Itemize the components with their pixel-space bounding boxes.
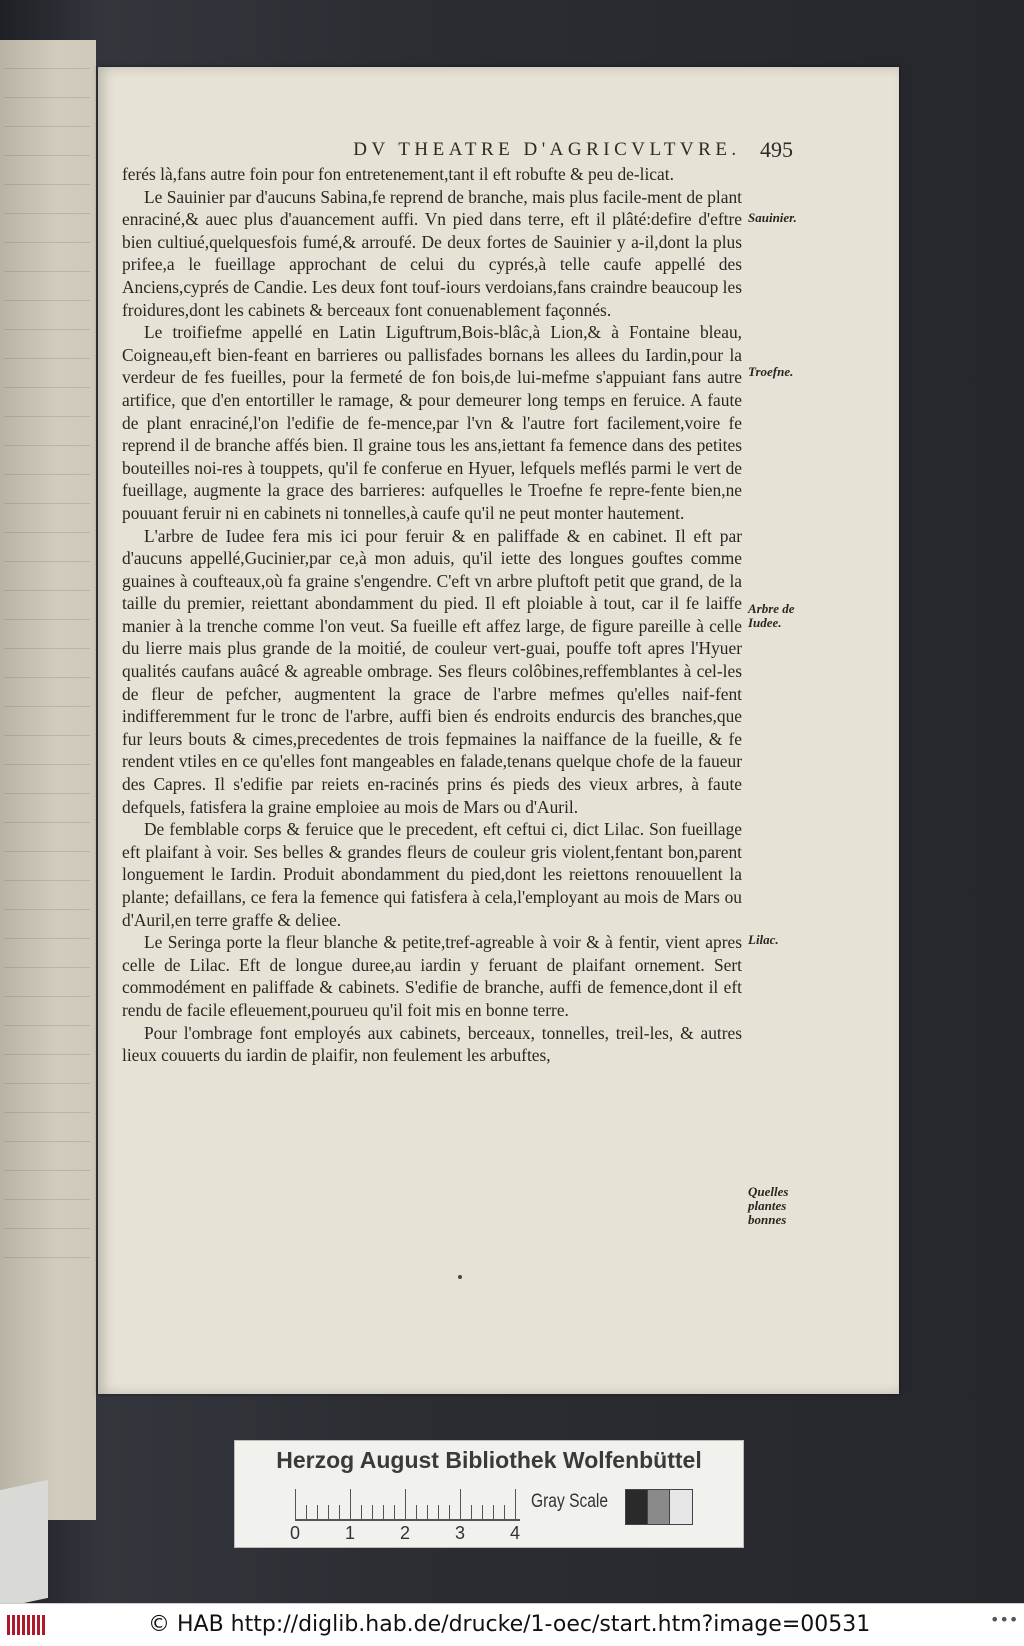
margin-note-quelles-plantes: Quelles plantes bonnes: [748, 1184, 789, 1227]
gray-swatch-dark: [625, 1489, 649, 1525]
margin-note-troesne: Troefne.: [748, 364, 794, 379]
page-number: 495: [760, 137, 793, 162]
paragraph-sauinier: Le Sauinier par d'aucuns Sabina,fe reprend de branche, mais plus facile-ment de plant enraciné,& auec plus d'auancement auffi. Vn pied dans terre, eft il plâté:defire d'eftre bien cultiué,quelquesfois fumé,& arroufé. De deux fortes de Sauinier y a-il,dont la plus prifee,a le fueillage approchant de celui du cyprés,à telle caufe appellé des Anciens,cyprés de Candie. Les deux font touf-iours verdoians,fans craindre beaucoup les froidures,dont les cabinets & berceaux font conuenablement façonnés.: [122, 186, 742, 320]
gray-scale-label: Gray Scale: [531, 1491, 609, 1512]
margin-note-sauinier: Sauinier.: [748, 210, 797, 225]
scale-number: 1: [345, 1523, 356, 1543]
more-icon[interactable]: •••: [990, 1610, 1019, 1629]
color-reference-card: [234, 1440, 744, 1548]
paragraph-ombrage: Pour l'ombrage font employés aux cabinets, berceaux, tonnelles, treil-les, & autres lieux couuerts du iardin de plaifir, non feulement les arbuftes,: [122, 1022, 742, 1066]
running-head: DV THEATRE D'AGRICVLTVRE.: [353, 139, 741, 160]
scale-number: 0: [290, 1523, 301, 1543]
margin-note-arbre-de-iudee: Arbre de Iudee.: [748, 601, 795, 630]
footer-bar: [0, 1603, 1024, 1646]
book-page: [98, 67, 899, 1394]
paragraph: ferés là,fans autre foin pour fon entretenement,tant il eft robufte & peu de-licat.: [122, 164, 674, 184]
scale-ruler: [295, 1489, 520, 1521]
scale-number: 3: [455, 1523, 466, 1543]
ink-dot: [458, 1275, 462, 1279]
margin-note-lilac: Lilac.: [748, 932, 779, 947]
institution-name: Herzog August Bibliothek Wolfenbüttel: [276, 1447, 702, 1473]
hab-logo-icon[interactable]: [6, 1612, 46, 1638]
previous-page-edge: [0, 40, 96, 1520]
scale-number: 2: [400, 1523, 411, 1543]
gray-swatch-mid: [647, 1489, 671, 1525]
side-label-strip: [0, 1480, 48, 1608]
body-text: [122, 163, 742, 1067]
copyright-url[interactable]: © HAB http://diglib.hab.de/drucke/1-oec/start.htm?image=00531: [148, 1612, 871, 1637]
paragraph-seringa: Le Seringa porte la fleur blanche & petite,tref-agreable à voir & à fentir, vient apres celle de Lilac. Eft de longue duree,au iardin y feruant de plaifant ornement. Sert commodément en paliffade & cabinets. S'edifie de branche, auffi de femence,dont il eft rendu de facile efleuement,pourueu qu'il foit mis en bonne terre.: [122, 932, 742, 1020]
paragraph-troesne: Le troifiefme appellé en Latin Liguftrum,Bois-blâc,à Lion,& à Fontaine bleau, Coigneau,eft bien-feant en barrieres ou pallisfades bornans les allees du Iardin,pour la verdeur de fes fueilles, pour la fermeté de fon bois,de lui-mefme s'appuiant fans autre artifice, que d'en entortiller le ramage, & pour demeurer long temps en feruice. A faute de plant enraciné,l'on l'edifie de fe-mence,par l'vn & l'autre fort facilement,voire fe reprend il de branche affés bien. Il graine tous les ans,iettant fa femence dans des petites bouteilles noi-res à touppets, qu'il fe conferue en Hyuer, lefquels meflés parmi le vert de fueillage, augmente la grace des barrieres: aufquelles le Troefne fe repre-fente bien,ne pouuant feruir ni en cabinets ni tonnelles,à caufe qu'il ne peut monter hautement.: [122, 322, 742, 523]
paragraph-arbre-de-iudee: L'arbre de Iudee fera mis ici pour feruir & en paliffade & en cabinet. Il eft par d'aucuns appellé,Gucinier,par ce,à mon aduis, qu'il iette des longues gouftes comme guaines à coufteaux,où fa graine s'engendre. C'eft vn arbre pluftoft petit que grand, de la taille du premier, reiettant abondamment du pied. Il eft ploiable à tout, car il fe laiffe manier à la trenche comme l'on veut. Sa fueille eft affez large, de figure pareille à celle du lierre mais plus grande de la moitié, de couleur vert-guai, pouffe toft apres l'Hyuer qualités caufans auâcé & agreable ombrage. Ses fleurs colôbines,reffemblantes à cel-les de fleur de pefcher, augmentent la grace de l'arbre mefmes qu'elles naif-fent indifferemment fur le tronc de l'arbre, auffi bien és endroits endurcis des branches,que fur leurs bouts & cimes,precedentes de trois fepmaines la naiffance de la fueille, & fe rendent vtiles en ce qu'elles font mangeables en falade,tenans quelque chofe de la faueur des Capres. Il s'edifie par reiets en-racinés prins és pieds des vieux arbres, à faute defquels, fatisfera la graine emploiee au mois de Mars ou d'Auril.: [122, 525, 742, 817]
gray-swatch-light: [669, 1489, 693, 1525]
scale-number: 4: [510, 1523, 521, 1543]
paragraph-lilac: De femblable corps & feruice que le precedent, eft ceftui ci, dict Lilac. Son fueillage eft plaifant à voir. Ses belles & grandes fleurs de couleur gris violent,fentant bon,parent longuement le Iardin. Produit abondamment du pied,dont les reiettons renouuellent la plante; defaillans, ce fera la femence qui fatisfera à cela,l'employant au mois de Mars ou d'Auril,en terre graffe & deliee.: [122, 819, 742, 930]
